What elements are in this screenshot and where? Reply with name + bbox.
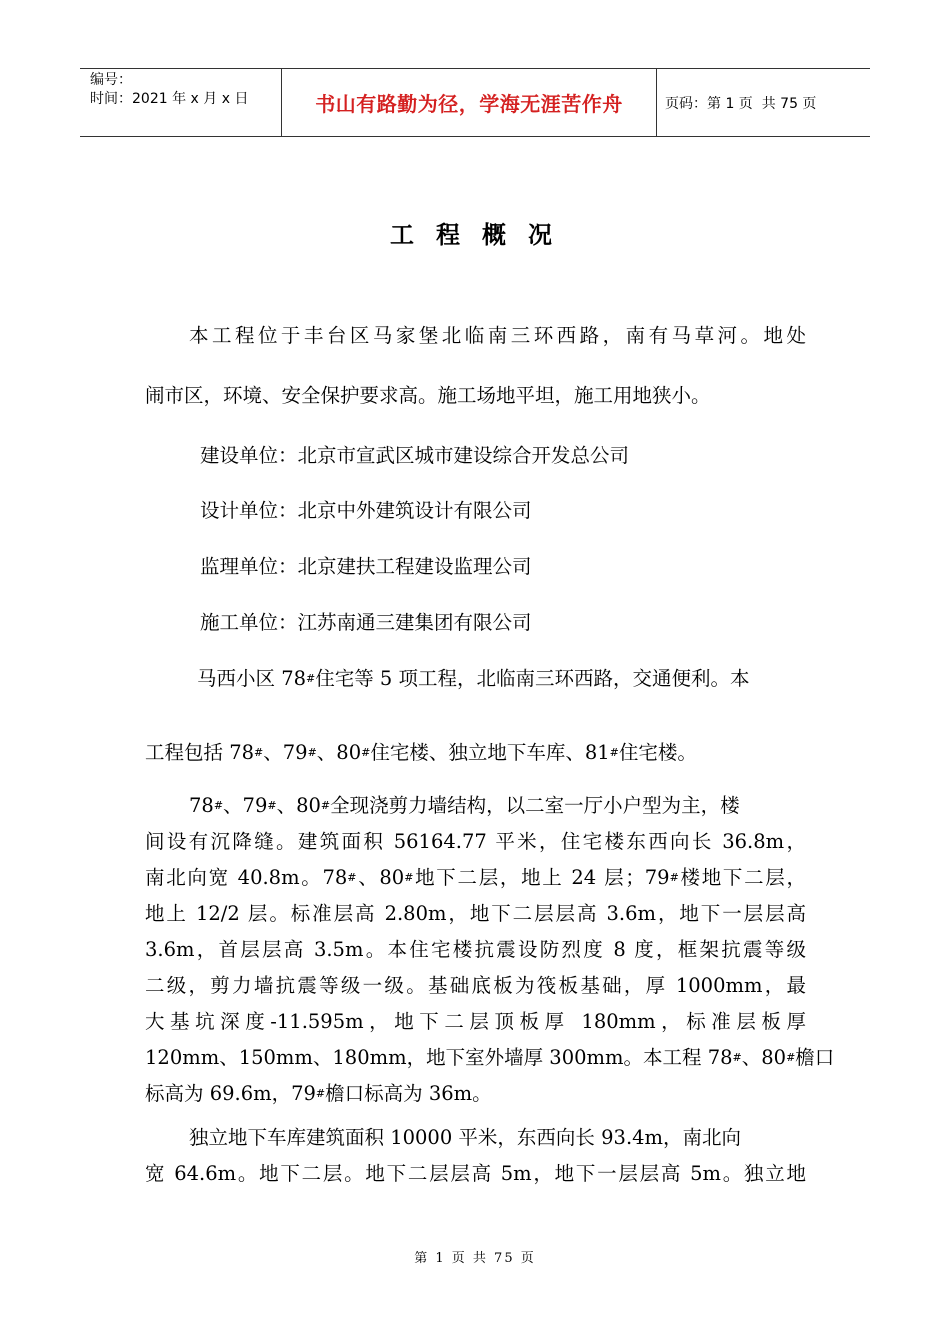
- page-footer: 第 1 页 共 75 页: [414, 1251, 536, 1266]
- paragraph-line: 二级，剪力墙抗震等级一级。基础底板为筏板基础，厚 1000mm，最: [145, 974, 806, 997]
- number-mark: #: [306, 672, 316, 685]
- paragraph-line: 南北向宽 40.8m。78#、80#地下二层，地上 24 层；79#楼地下二层，: [145, 866, 806, 889]
- document-number: 编号：: [90, 72, 132, 88]
- header-motto: 书山有路勤为径，学海无涯苦作舟: [315, 92, 623, 116]
- header-page-info: 页码：第 1 页 共 75 页: [665, 95, 817, 112]
- paragraph-line: 78#、79#、80#全现浇剪力墙结构，以二室一厅小户型为主，楼: [189, 794, 740, 817]
- paragraph-line: 标高为 69.6m，79#檐口标高为 36m。: [145, 1082, 492, 1105]
- paragraph-line: 地上 12/2 层。标准层高 2.80m，地下二层层高 3.6m，地下一层层高: [145, 902, 806, 925]
- header-page-info-cell: [657, 69, 870, 136]
- header-meta: [80, 69, 282, 136]
- paragraph-line: 闹市区，环境、安全保护要求高。施工场地平坦，施工用地狭小。: [145, 384, 711, 407]
- page-header: [80, 68, 870, 137]
- contractor-line: 施工单位：江苏南通三建集团有限公司: [200, 611, 532, 634]
- builder-line: 建设单位：北京市宣武区城市建设综合开发总公司: [200, 444, 630, 467]
- header-motto-cell: [282, 69, 657, 136]
- paragraph-line: 120mm、150mm、180mm，地下室外墙厚 300mm。本工程 78#、80#檐口: [145, 1046, 835, 1069]
- paragraph-line: 大基坑深度-11.595m，地下二层顶板厚 180mm，标准层板厚: [145, 1010, 806, 1033]
- paragraph-line: 马西小区 78#住宅等 5 项工程，北临南三环西路，交通便利。本: [197, 667, 750, 690]
- paragraph-line: 间设有沉降缝。建筑面积 56164.77 平米，住宅楼东西向长 36.8m，: [145, 830, 806, 853]
- document-title: 工程概况: [390, 221, 574, 249]
- document-date: 时间：2021 年 x 月 x 日: [90, 91, 249, 107]
- supervisor-line: 监理单位：北京建扶工程建设监理公司: [200, 555, 532, 578]
- paragraph-line: 工程包括 78#、79#、80#住宅楼、独立地下车库、81#住宅楼。: [145, 741, 697, 764]
- paragraph-line: 宽 64.6m。地下二层。地下二层层高 5m，地下一层层高 5m。独立地: [145, 1162, 806, 1185]
- paragraph-line: 3.6m，首层层高 3.5m。本住宅楼抗震设防烈度 8 度，框架抗震等级: [145, 938, 806, 961]
- paragraph-line: 独立地下车库建筑面积 10000 平米，东西向长 93.4m，南北向: [189, 1126, 742, 1149]
- paragraph-line: 本工程位于丰台区马家堡北临南三环西路，南有马草河。地处: [189, 324, 806, 347]
- designer-line: 设计单位：北京中外建筑设计有限公司: [200, 499, 532, 522]
